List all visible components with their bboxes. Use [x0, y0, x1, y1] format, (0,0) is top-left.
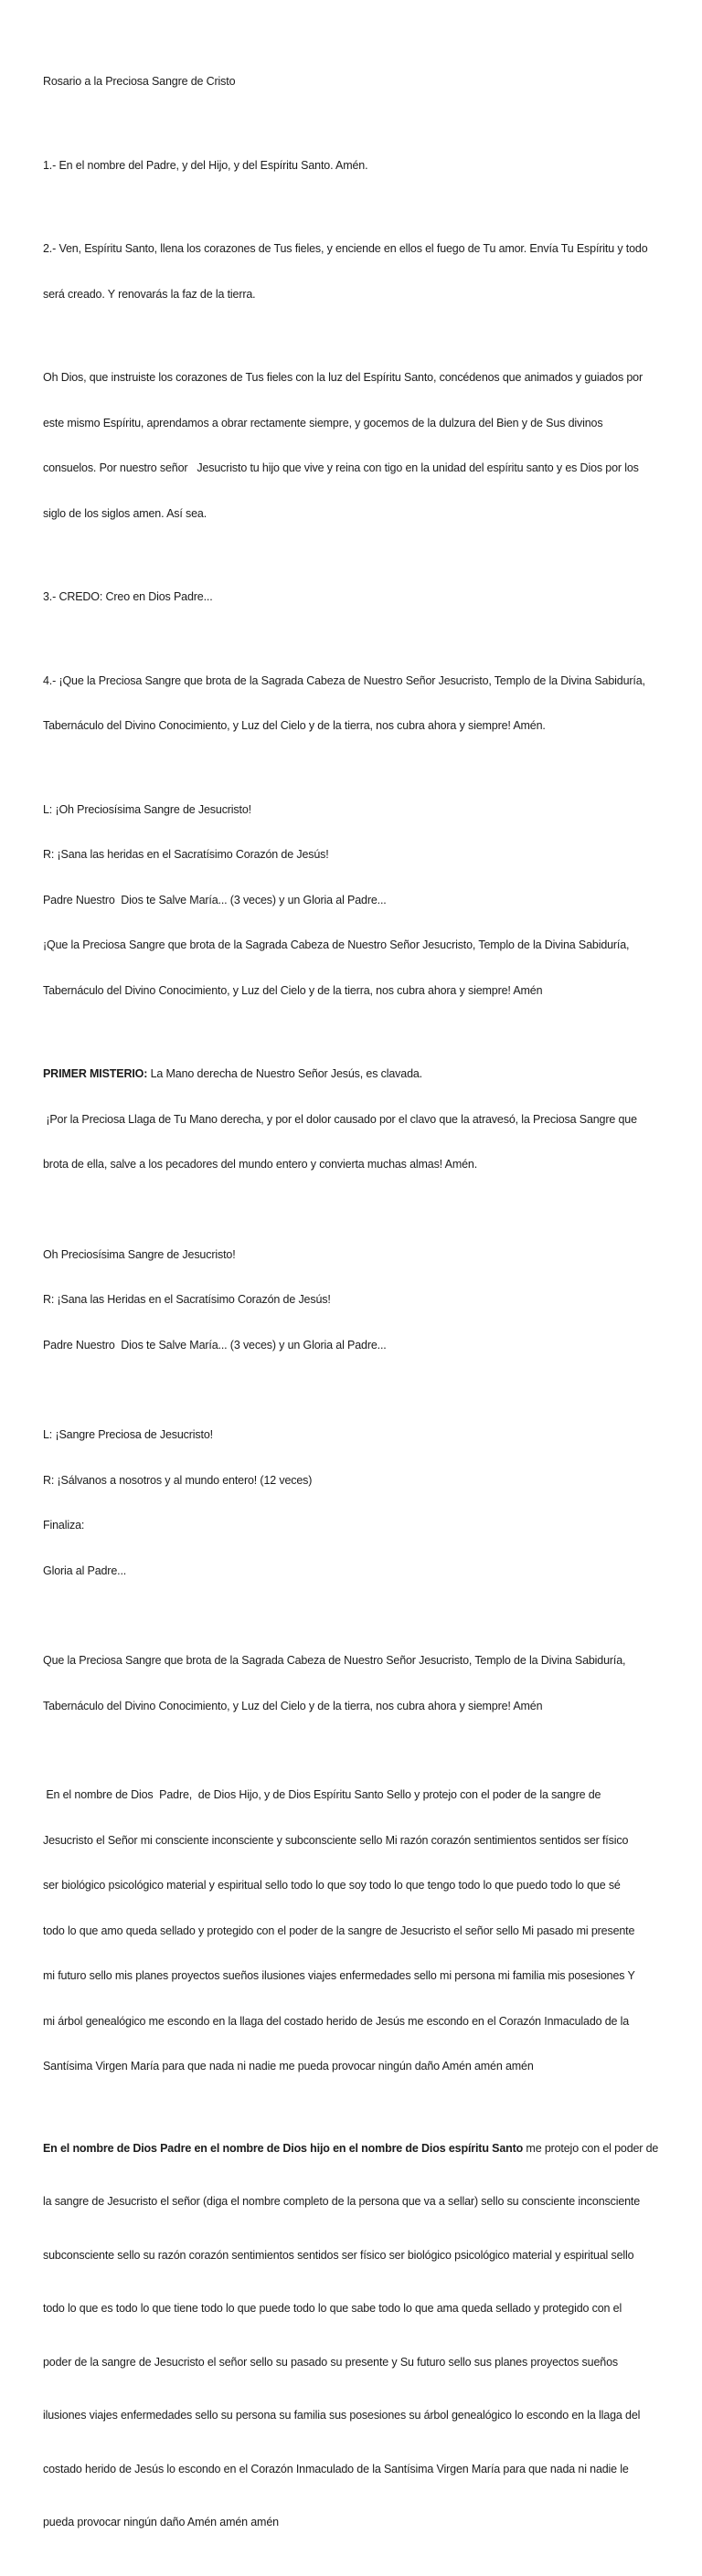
text-line: Gloria al Padre... [43, 1564, 127, 1577]
paragraph-first-mystery [43, 1036, 661, 1203]
text-line: siglo de los siglos amen. Así sea. [43, 506, 207, 520]
text-line: costado herido de Jesús lo escondo en el Corazón Inmaculado de la Santísima Virgen María para que nada ni nadie le [43, 2462, 629, 2475]
mystery-label: PRIMER MISTERIO: [43, 1067, 148, 1080]
mystery-heading-line [43, 1066, 661, 1082]
text-line: L: ¡Sangre Preciosa de Jesucristo! [43, 1428, 213, 1441]
text-line: poder de la sangre de Jesucristo el señor sello su pasado su presente y Su futuro sello sus planes proyectos sueños [43, 2355, 618, 2369]
text-line: este mismo Espíritu, aprendamos a obrar rectamente siempre, y gocemos de la dulzura del Bien y de Sus divinos [43, 416, 603, 429]
text-line: R: ¡Sana las Heridas en el Sacratísimo Corazón de Jesús! [43, 1293, 331, 1306]
text-line: Finaliza: [43, 1519, 85, 1532]
spacer [43, 1617, 661, 1623]
text-line: ilusiones viajes enfermedades sello su persona su familia sus posesiones su árbol genealógico lo escondo en la llaga del [43, 2409, 641, 2422]
spacer [43, 1211, 661, 1217]
paragraph-precious-blood [43, 643, 661, 764]
text-line: Oh Preciosísima Sangre de Jesucristo! [43, 1247, 236, 1261]
paragraph-prayer [43, 340, 661, 551]
paragraph-holy-spirit-invocation [43, 211, 661, 332]
text-line: ¡Por la Preciosa Llaga de Tu Mano derecha, y por el dolor causado por el clavo que la atravesó, la Preciosa Sangre que [43, 1112, 637, 1126]
text-line: será creado. Y renovarás la faz de la tierra. [43, 287, 256, 301]
text-line: 3.- CREDO: Creo en Dios Padre... [43, 590, 213, 603]
text-line: Jesucristo el Señor mi consciente inconsciente y subconsciente sello Mi razón corazón sentimientos sentidos ser físico [43, 1833, 629, 1847]
document-title [43, 44, 661, 120]
text-line: pueda provocar ningún daño Amén amén amén [43, 2516, 279, 2528]
text-line: todo lo que amo queda sellado y protegido con el poder de la sangre de Jesucristo el señor sello Mi pasado mi presente [43, 1924, 635, 1937]
text-line: Tabernáculo del Divino Conocimiento, y Luz del Cielo y de la tierra, nos cubra ahora y siempre! Amén. [43, 719, 546, 732]
text-line: L: ¡Oh Preciosísima Sangre de Jesucristo! [43, 802, 251, 816]
sealing-bold-text: En el nombre de Dios Padre en el nombre de Dios hijo en el nombre de Dios espíritu Santo [43, 2141, 524, 2155]
text-line: ¡Que la Preciosa Sangre que brota de la Sagrada Cabeza de Nuestro Señor Jesucristo, Templo de la Divina Sabiduría, [43, 938, 630, 951]
spacer [43, 1391, 661, 1397]
text-line: subconsciente sello su razón corazón sentimientos sentidos ser físico ser biológico psicológico material y espiritual sello [43, 2248, 634, 2262]
document-page [43, 44, 661, 2576]
paragraph-sign-of-cross [43, 128, 661, 204]
paragraph-self-sealing [43, 1757, 661, 2104]
text-line: R: ¡Sana las heridas en el Sacratísimo Corazón de Jesús! [43, 848, 329, 861]
text-line: R: ¡Sálvanos a nosotros y al mundo entero! (12 veces) [43, 1473, 313, 1487]
paragraph-closing-litany [43, 1397, 661, 1608]
text-line: Que la Preciosa Sangre que brota de la Sagrada Cabeza de Nuestro Señor Jesucristo, Templo de la Divina Sabiduría, [43, 1654, 626, 1667]
text-line: brota de ella, salve a los pecadores del mundo entero y convierta muchas almas! Amén. [43, 1158, 478, 1171]
text-line: En el nombre de Dios Padre, de Dios Hijo, y de Dios Espíritu Santo Sello y protejo con el poder de la sangre de [43, 1788, 601, 1801]
text-line: mi árbol genealógico me escondo en la llaga del costado herido de Jesús me escondo en el Corazón Inmaculado de la [43, 2014, 630, 2028]
sealing-first-line [43, 2140, 661, 2158]
paragraph-response [43, 1217, 661, 1383]
text-line: Padre Nuestro Dios te Salve María... (3 veces) y un Gloria al Padre... [43, 1338, 387, 1352]
text-line: consuelos. Por nuestro señor Jesucristo tu hijo que vive y reina con tigo en la unidad del espíritu santo y es Dios por los [43, 461, 639, 474]
text-line: 4.- ¡Que la Preciosa Sangre que brota de la Sagrada Cabeza de Nuestro Señor Jesucristo, Templo de la Divina Sabiduría, [43, 673, 645, 687]
sealing-rest-text: me protejo con el poder de [523, 2141, 659, 2155]
text-line: mi futuro sello mis planes proyectos sueños ilusiones viajes enfermedades sello mi persona mi familia mis posesiones Y [43, 1969, 635, 1982]
title-line: Rosario a la Preciosa Sangre de Cristo [43, 75, 236, 88]
paragraph-final-blessing [43, 1623, 661, 1744]
text-line: Santísima Virgen María para que nada ni nadie me pueda provocar ningún daño Amén amén amén [43, 2060, 534, 2072]
text-line: 2.- Ven, Espíritu Santo, llena los corazones de Tus fieles, y enciende en ellos el fuego de Tu amor. Envía Tu Espíritu y todo [43, 242, 648, 255]
paragraph-litany [43, 772, 661, 1029]
paragraph-credo [43, 559, 661, 635]
text-line: Tabernáculo del Divino Conocimiento, y Luz del Cielo y de la tierra, nos cubra ahora y siempre! Amén [43, 983, 543, 997]
text-line: ser biológico psicológico material y espiritual sello todo lo que soy todo lo que tengo todo lo que puedo todo lo que sé [43, 1879, 621, 1892]
text-line: todo lo que es todo lo que tiene todo lo que puede todo lo que sabe todo lo que ama queda sellado y protegido con el [43, 2302, 622, 2315]
text-line: Tabernáculo del Divino Conocimiento, y Luz del Cielo y de la tierra, nos cubra ahora y siempre! Amén [43, 1699, 543, 1712]
text-line: Padre Nuestro Dios te Salve María... (3 veces) y un Gloria al Padre... [43, 893, 387, 906]
text-line: Oh Dios, que instruiste los corazones de Tus fieles con la luz del Espíritu Santo, concédenos que animados y guiados por [43, 371, 643, 384]
mystery-text: La Mano derecha de Nuestro Señor Jesús, es clavada. [147, 1067, 422, 1080]
paragraph-sealing-other [43, 2104, 661, 2568]
text-line: 1.- En el nombre del Padre, y del Hijo, y del Espíritu Santo. Amén. [43, 158, 368, 172]
text-line: la sangre de Jesucristo el señor (diga el nombre completo de la persona que va a sellar) sello su consciente inconsciente [43, 2195, 641, 2208]
